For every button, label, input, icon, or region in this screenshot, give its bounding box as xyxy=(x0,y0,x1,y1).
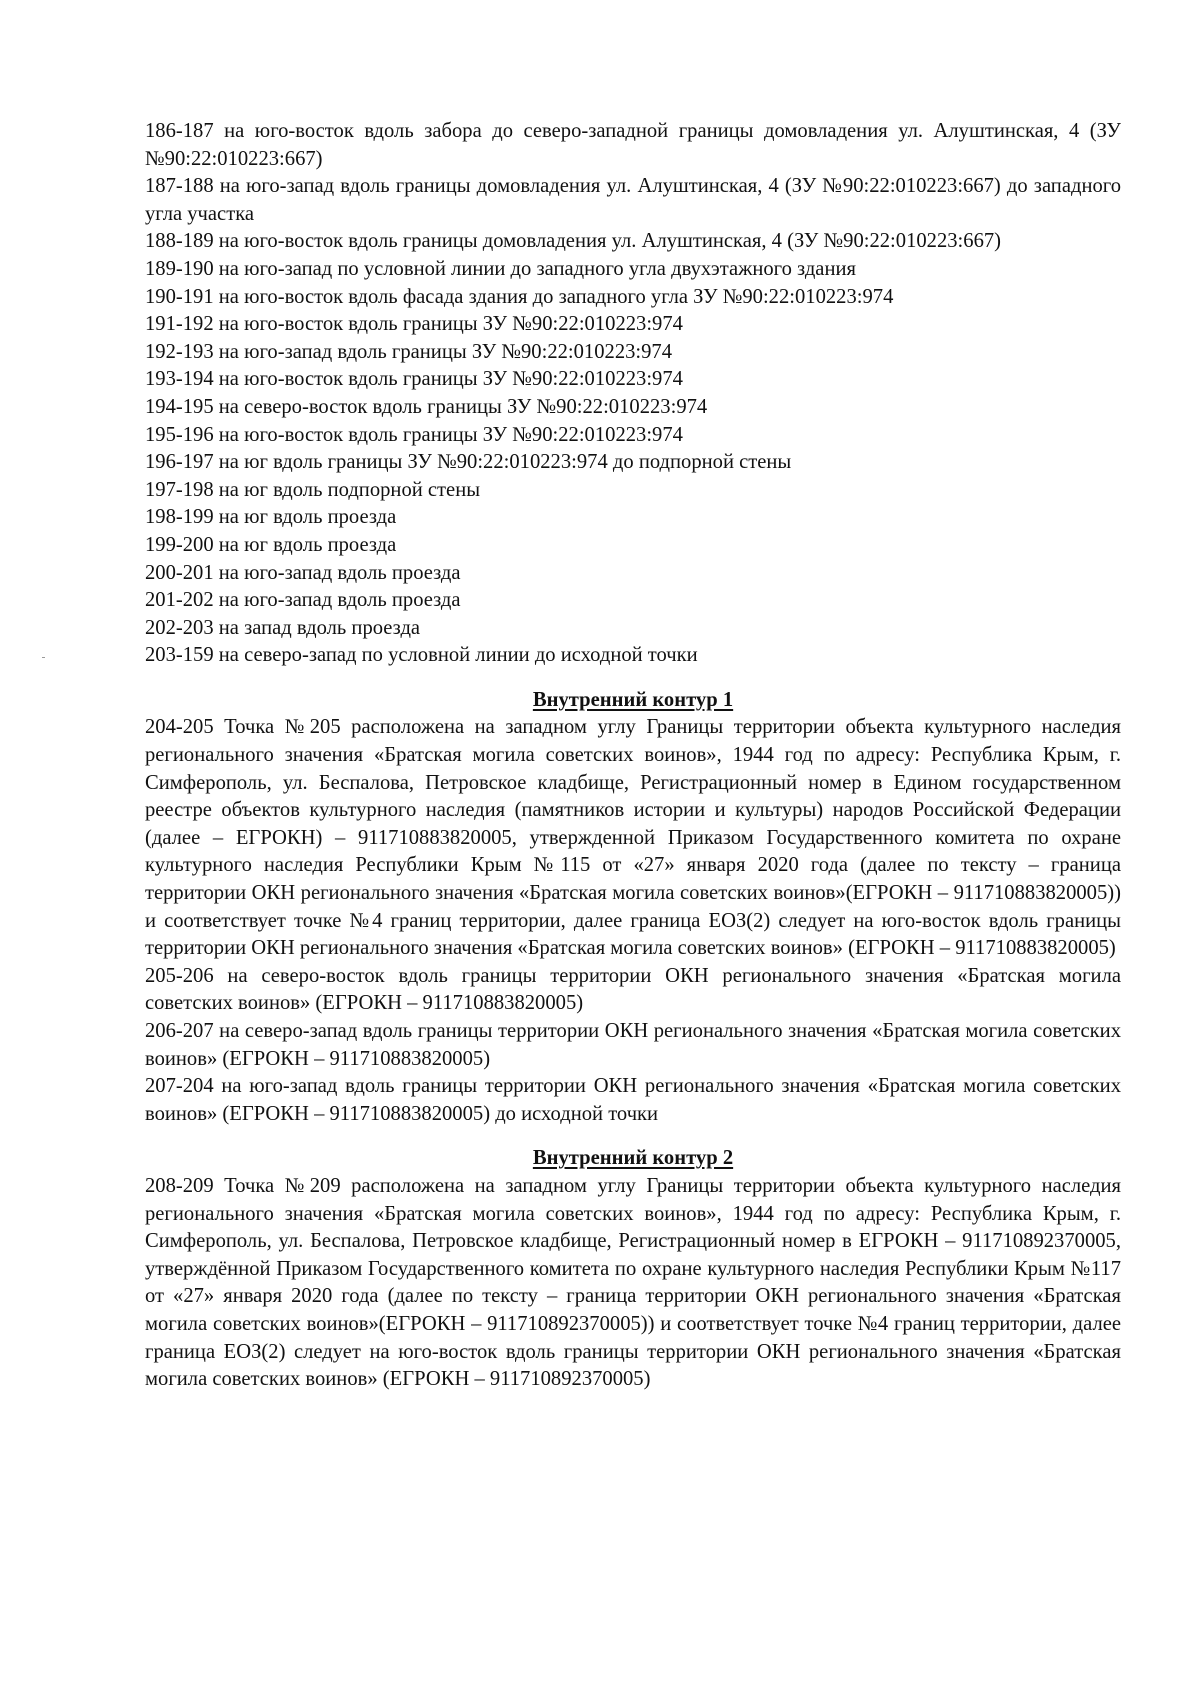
segment-193-194: 193-194 на юго-восток вдоль границы ЗУ №90:22:010223:974 xyxy=(145,368,683,391)
inner-contour-1-heading: Внутренний контур 1 xyxy=(532,688,734,711)
segment-198-199: 198-199 на юг вдоль проезда xyxy=(145,506,397,529)
inner-contour-1-section xyxy=(145,687,1121,1129)
segment-195-196: 195-196 на юго-восток вдоль границы ЗУ №90:22:010223:974 xyxy=(145,423,683,446)
segment-204-205: 204-205 Точка №205 расположена на западном углу Границы территории объекта культурного наследия регионального значения «Братская могила советских воинов», 1944 год по адресу: Республика Крым, г. Симферополь, ул. Беспалова, Петровское кладбище, Регистрационный номер в Едином государственном реестре объектов культурного наследия (памятников истории и культуры) народов Российской Федерации (далее – ЕГРОКН) – 911710883820005, утвержденной Приказом Государственного комитета по охране культурного наследия Республики Крым №115 от «27» января 2020 года (далее по тексту – граница территории ОКН регионального значения «Братская могила советских воинов»(ЕГРОКН – 911710883820005)) и соответствует точке №4 границ территории, далее граница ЕОЗ(2) следует на юго-восток вдоль границы территории ОКН регионального значения «Братская могила советских воинов» (ЕГРОКН – 911710883820005) xyxy=(145,716,1121,960)
segment-191-192: 191-192 на юго-восток вдоль границы ЗУ №90:22:010223:974 xyxy=(145,313,683,336)
segment-206-207: 206-207 на северо-запад вдоль границы территории ОКН регионального значения «Братская могила советских воинов» (ЕГРОКН – 911710883820005) xyxy=(145,1020,1121,1070)
segment-197-198: 197-198 на юг вдоль подпорной стены xyxy=(145,478,481,501)
segment-208-209: 208-209 Точка №209 расположена на западном углу Границы территории объекта культурного наследия регионального значения «Братская могила советских воинов», 1944 год по адресу: Республика Крым, г. Симферополь, ул. Беспалова, Петровское кладбище, Регистрационный номер в ЕГРОКН – 911710892370005, утверждённой Приказом Государственного комитета по охране культурного наследия Республики Крым №117 от «27» января 2020 года (далее по тексту – граница территории ОКН регионального значения «Братская могила советских воинов»(ЕГРОКН – 911710892370005)) и соответствует точке №4 границ территории, далее граница ЕОЗ(2) следует на юго-восток вдоль границы территории ОКН регионального значения «Братская могила советских воинов» (ЕГРОКН – 911710892370005) xyxy=(145,1174,1121,1391)
segment-196-197: 196-197 на юг вдоль границы ЗУ №90:22:010223:974 до подпорной стены xyxy=(145,451,792,474)
segment-187-188: 187-188 на юго-запад вдоль границы домовладения ул. Алуштинская, 4 (ЗУ №90:22:010223:667) до западного угла участка xyxy=(145,175,1121,225)
inner-contour-2-heading: Внутренний контур 2 xyxy=(532,1147,734,1170)
segment-192-193: 192-193 на юго-запад вдоль границы ЗУ №90:22:010223:974 xyxy=(145,340,673,363)
segment-188-189: 188-189 на юго-восток вдоль границы домовладения ул. Алуштинская, 4 (ЗУ №90:22:010223:667) xyxy=(145,230,1002,253)
segment-205-206: 205-206 на северо-восток вдоль границы территории ОКН регионального значения «Братская могила советских воинов» (ЕГРОКН – 911710883820005) xyxy=(145,964,1121,1015)
outer-contour-segment-list xyxy=(145,118,1121,670)
segment-201-202: 201-202 на юго-запад вдоль проезда xyxy=(145,589,461,612)
segment-194-195: 194-195 на северо-восток вдоль границы ЗУ №90:22:010223:974 xyxy=(145,395,708,418)
segment-189-190: 189-190 на юго-запад по условной линии до западного угла двухэтажного здания xyxy=(145,257,856,280)
segment-200-201: 200-201 на юго-запад вдоль проезда xyxy=(145,561,461,584)
segment-207-204: 207-204 на юго-запад вдоль границы территории ОКН регионального значения «Братская могила советских воинов» (ЕГРОКН – 911710883820005) до исходной точки xyxy=(145,1075,1121,1125)
segment-203-159: 203-159 на северо-запад по условной линии до исходной точки xyxy=(145,644,698,667)
segment-199-200: 199-200 на юг вдоль проезда xyxy=(145,533,397,556)
segment-202-203: 202-203 на запад вдоль проезда xyxy=(145,616,421,639)
scan-speck xyxy=(42,657,45,658)
document-body xyxy=(145,118,1121,1394)
segment-190-191: 190-191 на юго-восток вдоль фасада здания до западного угла ЗУ №90:22:010223:974 xyxy=(145,285,894,308)
segment-186-187: 186-187 на юго-восток вдоль забора до северо-западной границы домовладения ул. Алуштинская, 4 (ЗУ №90:22:010223:667) xyxy=(145,120,1121,170)
inner-contour-2-section xyxy=(145,1145,1121,1393)
